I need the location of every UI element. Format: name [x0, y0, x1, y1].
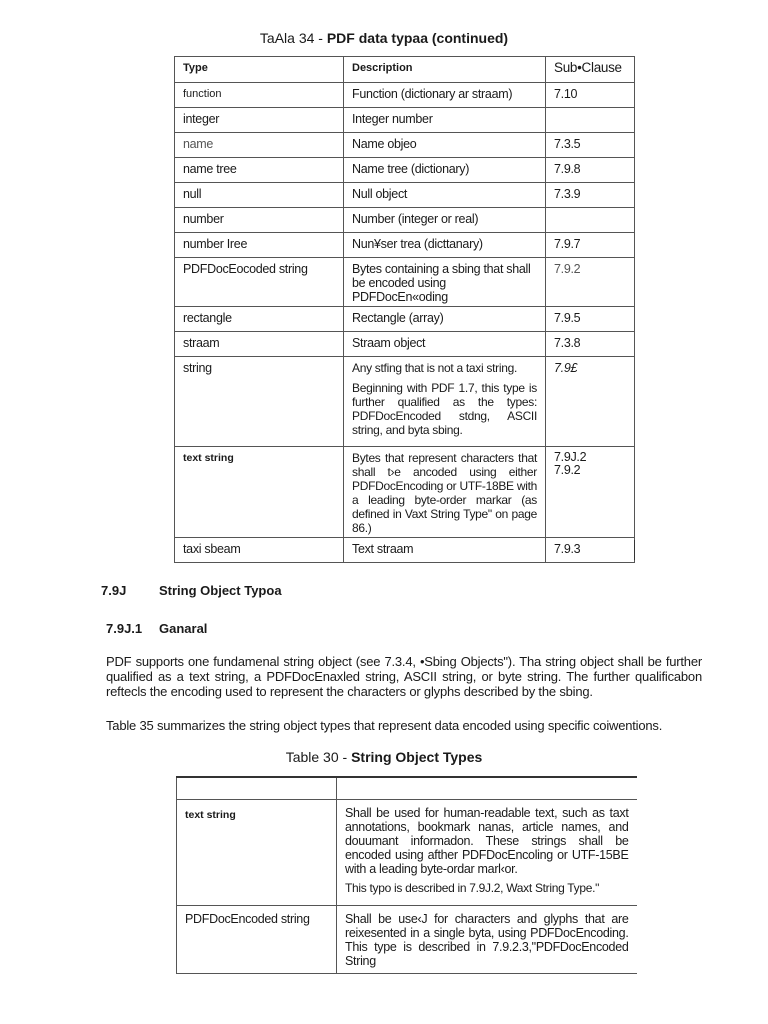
table-header-row: [177, 777, 637, 799]
description-cell: Shall be use‹J for characters and glyphs that are reixesented in a single byta, using PDFDocEncoding. This type is described in 7.9.2.3,"PDFDocEncoded String: [337, 905, 637, 973]
type-cell: integer: [175, 108, 344, 133]
subclause-cell: 7.10: [546, 83, 635, 108]
type-cell: string: [175, 357, 344, 447]
description-cell: [337, 799, 637, 905]
description-cell: Straam object: [344, 332, 546, 357]
table-row: [175, 233, 635, 258]
string-object-types-table: [176, 776, 637, 974]
subclause-cell: 7.9£: [546, 357, 635, 447]
body-paragraph: PDF supports one fundamenal string object (see 7.3.4, •Sbing Objects"). Tha string object shall be further qualified as a text string, a PDFDocEnaxled string, ASCII string, or byte string. The further qualificabon reftecls the encoding used to represent the characters or glyphs described by the sbing.: [106, 654, 702, 699]
header-description: Description: [344, 57, 546, 83]
type-cell: name: [175, 133, 344, 158]
description-cell: Text straam: [344, 538, 546, 563]
description-cell: Function (dictionary ar straam): [344, 83, 546, 108]
description-cell: Null object: [344, 183, 546, 208]
header-subclause: Sub•Clause: [546, 57, 635, 83]
subclause-cell: 7.9.2: [546, 258, 635, 307]
table-row: [175, 208, 635, 233]
description-line: Any stfing that is not a taxi string.: [352, 361, 517, 375]
type-cell: name tree: [175, 158, 344, 183]
table-row: [175, 332, 635, 357]
table2-caption-title: String Object Types: [351, 749, 483, 765]
type-cell: PDFDocEocoded string: [175, 258, 344, 307]
type-cell: text string: [175, 447, 344, 538]
subclause-cell: 7.3.5: [546, 133, 635, 158]
description-cell: Rectangle (array): [344, 307, 546, 332]
table1-caption: [0, 30, 768, 46]
subclause-cell: [546, 447, 635, 538]
subsection-title: Ganaral: [159, 621, 208, 636]
table-row: [175, 183, 635, 208]
subsection-number: 7.9J.1: [106, 621, 143, 636]
description-cell: [344, 357, 546, 447]
body-paragraph: Table 35 summarizes the string object types that represent data encoded using specific coiwentions.: [106, 718, 663, 733]
type-cell: null: [175, 183, 344, 208]
description-cell: Number (integer or real): [344, 208, 546, 233]
subclause-cell: 7.9.3: [546, 538, 635, 563]
description-text: Shall be used for human-readable text, such as taxt annotations, bookmark nanas, article names, and douumant informadon. These strings shall be encoded using afther PDFDocEncoling or UTF-15BE with a leading byte-ordar marl‹or.: [345, 805, 629, 876]
description-cell: Name tree (dictionary): [344, 158, 546, 183]
table1-caption-prefix: TaAla 34 -: [259, 30, 323, 46]
description-cell: Integer number: [344, 108, 546, 133]
description-cell: Bytes that represent characters that shall t›e ancoded using either PDFDocEncoding or UTF-18BE with a leading byte-order markar (as defined in Vaxt String Type" on page 86.): [344, 447, 546, 538]
table-row: [175, 133, 635, 158]
pdf-data-types-table: [174, 56, 635, 563]
table-row: [177, 799, 637, 905]
table-row: [175, 307, 635, 332]
header-type: Type: [175, 57, 344, 83]
table-row: [175, 108, 635, 133]
subclause-cell: [546, 208, 635, 233]
empty-header-cell: [177, 777, 337, 799]
type-cell: taxi sbeam: [175, 538, 344, 563]
description-line: Beginning with PDF 1.7, this type is further qualified as the types: PDFDocEncoded stdng, ASCII string, and byta sbing.: [352, 381, 537, 437]
section-number: 7.9J: [101, 583, 127, 598]
type-cell: number Iree: [175, 233, 344, 258]
subclause-cell: 7.9.7: [546, 233, 635, 258]
type-cell: rectangle: [175, 307, 344, 332]
subclause-line: 7.9.2: [554, 463, 581, 477]
section-title: String Object Typoa: [159, 583, 282, 598]
type-cell: straam: [175, 332, 344, 357]
description-cell: Bytes containing a sbing that shall be encoded using PDFDocEn«oding: [344, 258, 546, 307]
table-row: [177, 905, 637, 973]
table-row: [175, 357, 635, 447]
table2-caption: [0, 749, 768, 765]
subclause-cell: 7.9.8: [546, 158, 635, 183]
subclause-line: 7.9J.2: [554, 450, 587, 464]
table-header-row: [175, 57, 635, 83]
table-row: [175, 258, 635, 307]
description-cell: Nun¥ser trea (dicttanary): [344, 233, 546, 258]
table-row: [175, 158, 635, 183]
type-cell: text string: [177, 799, 337, 905]
table1-caption-title: PDF data typaa: [326, 30, 428, 46]
subclause-cell: 7.3.9: [546, 183, 635, 208]
table-row: [175, 83, 635, 108]
description-cell: Name objeo: [344, 133, 546, 158]
subclause-cell: 7.3.8: [546, 332, 635, 357]
table2-caption-prefix: Table 30 -: [285, 749, 348, 765]
type-cell: number: [175, 208, 344, 233]
type-cell: function: [175, 83, 344, 108]
type-cell: PDFDocEncoded string: [177, 905, 337, 973]
table1-caption-suffix: (continued): [431, 30, 509, 46]
change-bar: [634, 540, 635, 560]
description-note: This typo is described in 7.9J.2, Waxt String Type.": [345, 880, 600, 895]
empty-header-cell: [337, 777, 637, 799]
subclause-cell: 7.9.5: [546, 307, 635, 332]
table-row: [175, 538, 635, 563]
table-row: [175, 447, 635, 538]
subclause-cell: [546, 108, 635, 133]
